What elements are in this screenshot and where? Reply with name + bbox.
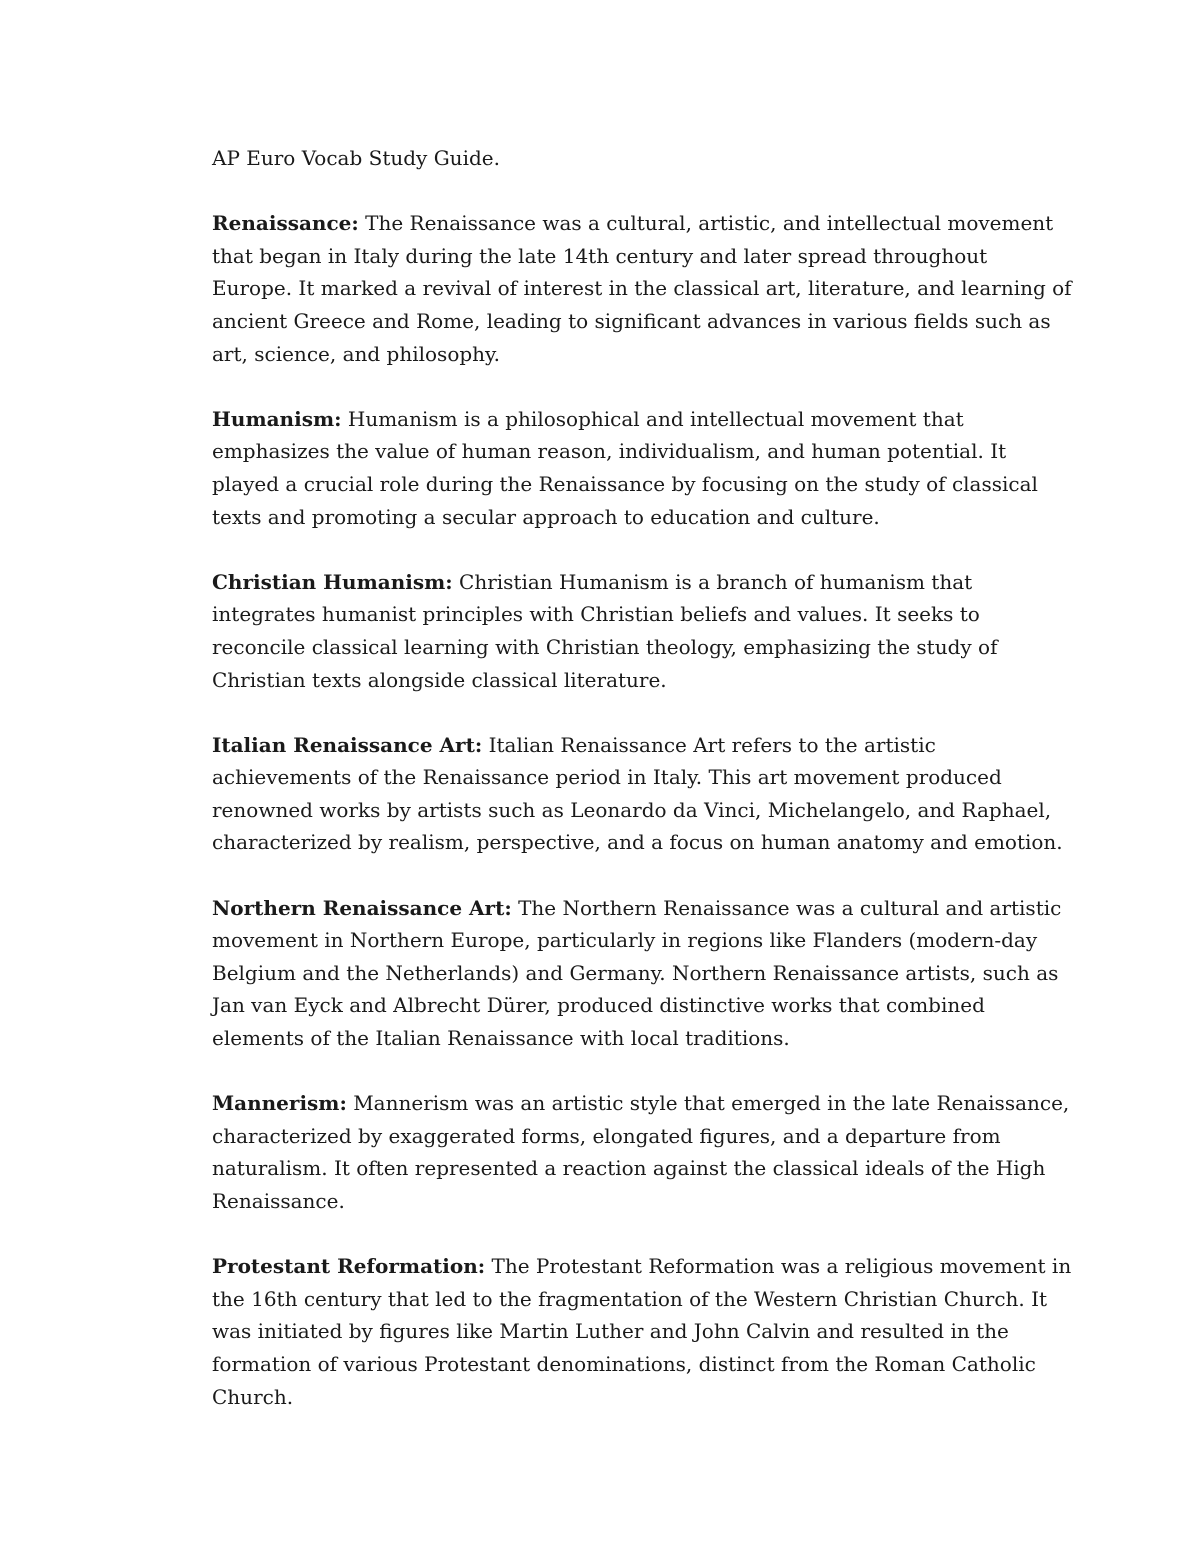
vocab-definition: The Protestant Reformation was a religious movement in the 16th century that led to the fragmentation of the Western Christian Church. It was initiated by figures like Martin Luther and John Calvin and resulted in the formation of various Protestant denominations, distinct from the Roman Catholic Church. bbox=[212, 1254, 1072, 1409]
vocab-entry-italian-renaissance-art bbox=[212, 729, 1072, 859]
vocab-definition: Mannerism was an artistic style that emerged in the late Renaissance, characterized by exaggerated forms, elongated figures, and a departure from naturalism. It often represented a reaction against the classical ideals of the High Renaissance. bbox=[212, 1091, 1070, 1213]
vocab-term: Mannerism: bbox=[212, 1091, 347, 1116]
vocab-term: Protestant Reformation: bbox=[212, 1254, 486, 1279]
vocab-entry-humanism bbox=[212, 403, 1072, 533]
vocab-definition: Italian Renaissance Art refers to the artistic achievements of the Renaissance period in Italy. This art movement produced renowned works by artists such as Leonardo da Vinci, Michelangelo, and Raphael, characterized by realism, perspective, and a focus on human anatomy and emotion. bbox=[212, 732, 1063, 855]
vocab-term: Italian Renaissance Art: bbox=[212, 732, 483, 757]
vocab-entry-renaissance bbox=[212, 207, 1072, 370]
vocab-term: Humanism: bbox=[212, 406, 342, 431]
vocab-entry-protestant-reformation bbox=[212, 1250, 1072, 1413]
vocab-definition: Humanism is a philosophical and intellectual movement that emphasizes the value of human reason, individualism, and human potential. It played a crucial role during the Renaissance by focusing on the study of classical texts and promoting a secular approach to education and culture. bbox=[212, 406, 1038, 529]
vocab-term: Christian Humanism: bbox=[212, 569, 453, 594]
document-title: AP Euro Vocab Study Guide. bbox=[212, 146, 500, 170]
vocab-term: Renaissance: bbox=[212, 211, 359, 236]
vocab-definition: Christian Humanism is a branch of humanism that integrates humanist principles with Christian beliefs and values. It seeks to reconcile classical learning with Christian theology, emphasizing the study of Christian texts alongside classical literature. bbox=[212, 569, 998, 692]
vocab-term: Northern Renaissance Art: bbox=[212, 895, 512, 920]
document-page bbox=[212, 142, 1072, 1446]
vocab-entry-mannerism bbox=[212, 1087, 1072, 1217]
vocab-entry-northern-renaissance-art bbox=[212, 892, 1072, 1055]
vocab-definition: The Renaissance was a cultural, artistic, and intellectual movement that began in Italy during the late 14th century and later spread throughout Europe. It marked a revival of interest in the classical art, literature, and learning of ancient Greece and Rome, leading to significant advances in various fields such as art, science, and philosophy. bbox=[212, 211, 1072, 366]
vocab-definition: The Northern Renaissance was a cultural and artistic movement in Northern Europe, particularly in regions like Flanders (modern-day Belgium and the Netherlands) and Germany. Northern Renaissance artists, such as Jan van Eyck and Albrecht Dürer, produced distinctive works that combined elements of the Italian Renaissance with local traditions. bbox=[212, 895, 1062, 1051]
vocab-entry-christian-humanism bbox=[212, 566, 1072, 696]
